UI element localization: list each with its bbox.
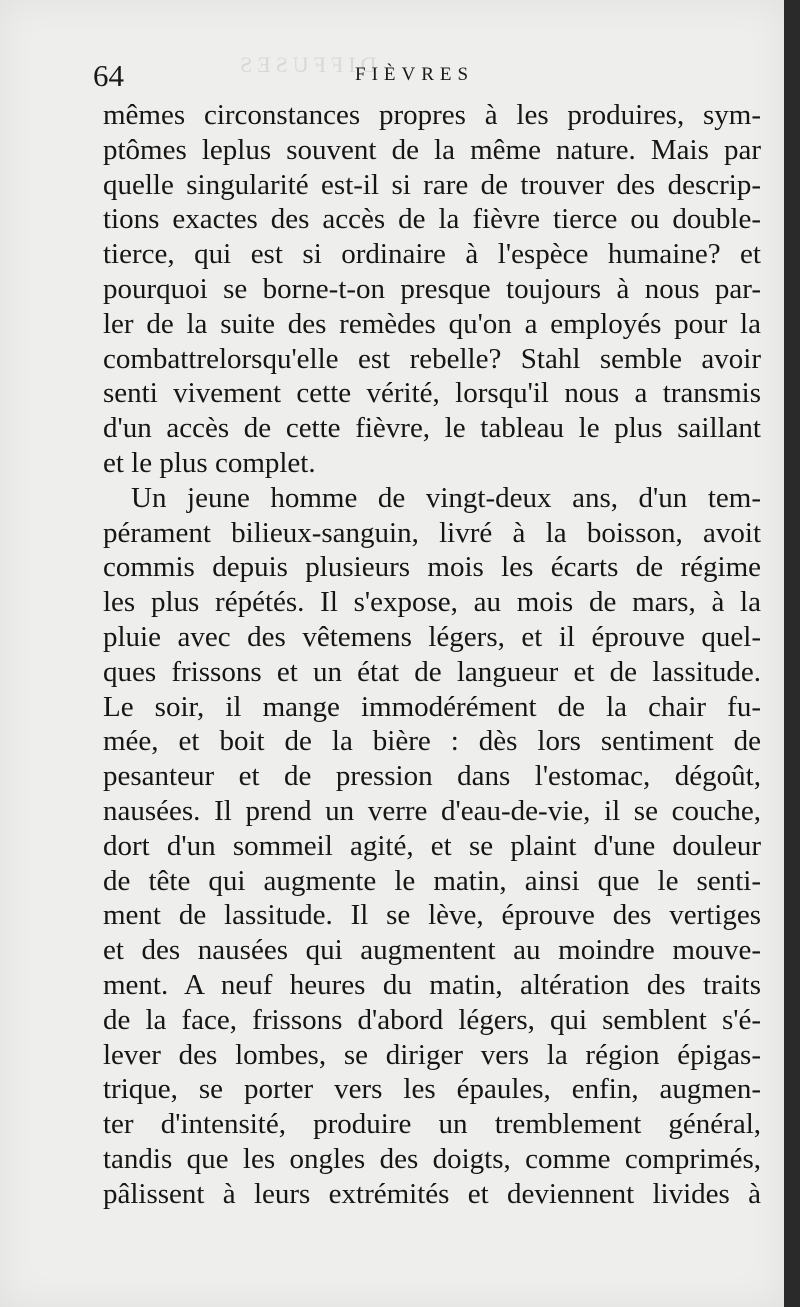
text-line: commis depuis plusieurs mois les écarts de régime [103, 551, 761, 584]
text-line: quelle singularité est-il si rare de trouver des descrip- [103, 168, 761, 201]
text-line: mêmes circonstances propres à les produires, sym- [103, 99, 761, 131]
text-line: ment. A neuf heures du matin, altération des traits [103, 968, 761, 1001]
text-line: ques frissons et un état de langueur et de lassitude. [103, 655, 761, 688]
text-line: pâlissent à leurs extrémités et deviennent livides à [103, 1177, 761, 1210]
text-line: pluie avec des vêtemens légers, et il éprouve quel- [103, 620, 761, 653]
text-line: d'un accès de cette fièvre, le tableau le plus saillant [103, 412, 761, 445]
text-line: lever des lombes, se diriger vers la région épigas- [103, 1038, 761, 1071]
text-line: pérament bilieux-sanguin, livré à la boisson, avoit [103, 516, 761, 549]
text-line: nausées. Il prend un verre d'eau-de-vie, il se couche, [103, 794, 761, 827]
text-line: ter d'intensité, produire un tremblement général, [103, 1108, 761, 1141]
text-line: ler de la suite des remèdes qu'on a employés pour la [103, 307, 761, 340]
text-line: et le plus complet. [103, 446, 316, 479]
text-line: Un jeune homme de vingt-deux ans, d'un tem- [131, 481, 761, 514]
text-line: tandis que les ongles des doigts, comme comprimés, [103, 1142, 761, 1175]
text-line: dort d'un sommeil agité, et se plaint d'une douleur [103, 829, 761, 862]
text-line: pourquoi se borne-t-on presque toujours à nous par- [103, 272, 761, 305]
text-line: et des nausées qui augmentent au moindre mouve- [103, 934, 761, 967]
text-line: tierce, qui est si ordinaire à l'espèce humaine? et [103, 238, 761, 271]
page-number: 64 [93, 58, 124, 93]
running-head [93, 58, 758, 98]
show-through-text: DIFFUSES [235, 52, 377, 77]
text-line: senti vivement cette vérité, lorsqu'il nous a transmis [103, 377, 761, 410]
text-line: ptômes leplus souvent de la même nature. Mais par [103, 133, 761, 166]
page-edge-shadow [784, 0, 800, 1307]
text-line: combattrelorsqu'elle est rebelle? Stahl semble avoir [103, 342, 761, 375]
text-line: ment de lassitude. Il se lève, éprouve des vertiges [103, 899, 761, 932]
running-title: FIÈVRES [355, 64, 475, 85]
text-line: trique, se porter vers les épaules, enfin, augmen- [103, 1073, 761, 1106]
text-line: les plus répétés. Il s'expose, au mois de mars, à la [103, 586, 761, 619]
text-line: pesanteur et de pression dans l'estomac, dégoût, [103, 760, 761, 793]
text-line: de la face, frissons d'abord légers, qui semblent s'é- [103, 1003, 761, 1036]
text-line: mée, et boit de la bière : dès lors sentiment de [103, 725, 761, 758]
text-line: Le soir, il mange immodérément de la chair fu- [103, 690, 761, 723]
text-line: tions exactes des accès de la fièvre tierce ou double- [103, 203, 761, 236]
body-text [103, 98, 761, 1212]
text-line: de tête qui augmente le matin, ainsi que le senti- [103, 864, 761, 897]
